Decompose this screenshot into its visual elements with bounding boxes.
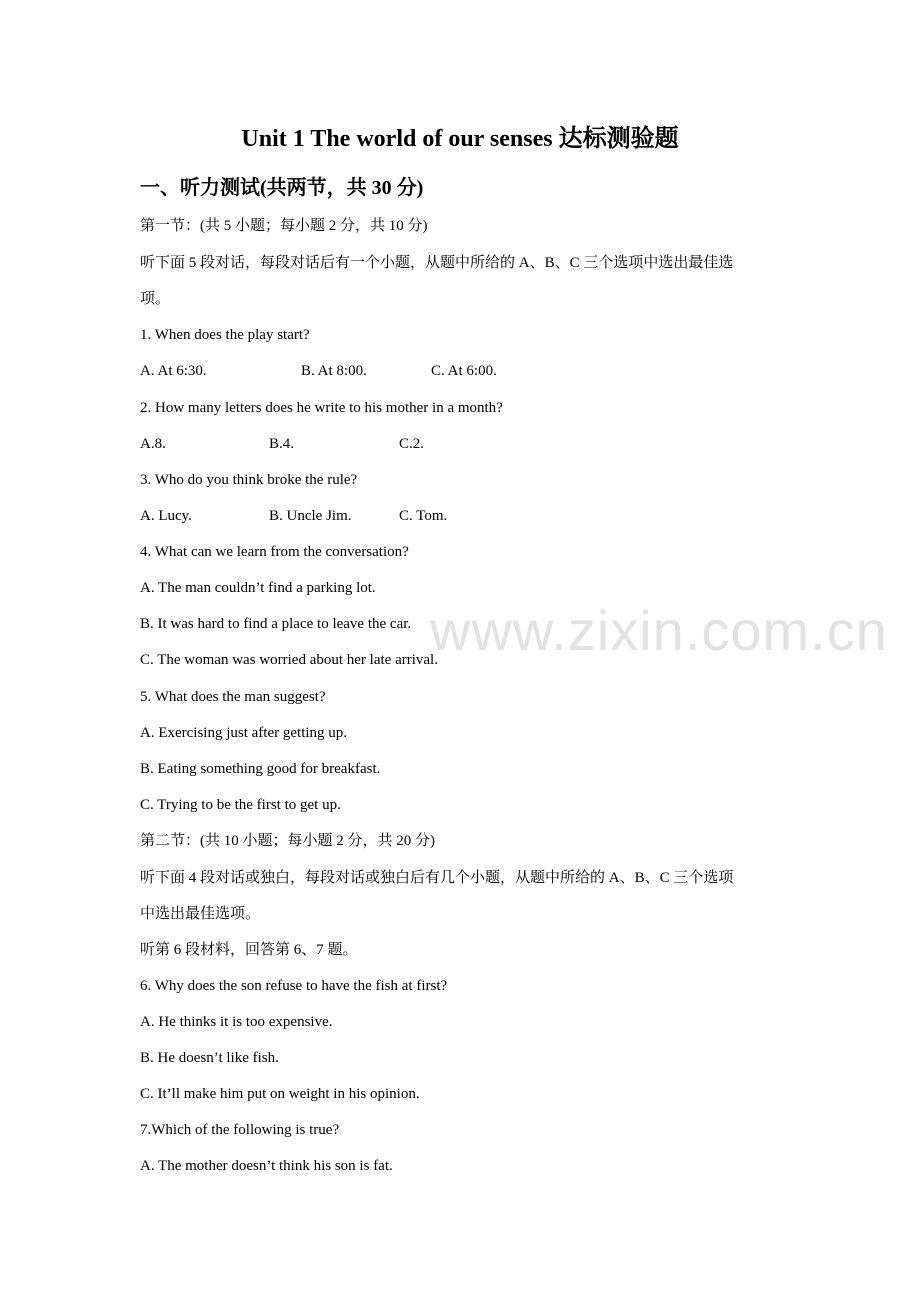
part1-instruction-line2: 项。 [140,291,171,307]
part2-instruction-line1: 听下面 4 段对话或独白，每段对话或独白后有几个小题，从题中所给的 A、B、C 三个选项 [140,870,734,886]
q2-options [140,434,780,454]
q2-option-c: C.2. [399,436,425,452]
q2-option-b: B.4. [269,436,295,452]
part2-material-note: 听第 6 段材料，回答第 6、7 题。 [140,942,358,958]
q4-option-a: A. The man couldn’t find a parking lot. [140,580,376,596]
q2-stem: 2. How many letters does he write to his mother in a month? [140,400,503,416]
section-heading: 一、听力测试(共两节，共 30 分) [140,177,424,199]
q6-option-a: A. He thinks it is too expensive. [140,1014,333,1030]
q1-option-c: C. At 6:00. [431,363,497,379]
part1-instruction-line1: 听下面 5 段对话，每段对话后有一个小题，从题中所给的 A、B、C 三个选项中选出最佳选 [140,255,734,271]
part2-instruction-line2: 中选出最佳选项。 [140,906,261,922]
q2-option-a: A.8. [140,436,166,452]
q4-option-c: C. The woman was worried about her late arrival. [140,652,438,668]
q7-stem: 7.Which of the following is true? [140,1122,340,1138]
q3-option-c: C. Tom. [399,508,448,524]
q5-option-c: C. Trying to be the first to get up. [140,797,341,813]
q1-option-b: B. At 8:00. [301,363,367,379]
q6-option-c: C. It’ll make him put on weight in his opinion. [140,1086,420,1102]
q4-stem: 4. What can we learn from the conversation? [140,544,409,560]
q1-option-a: A. At 6:30. [140,363,207,379]
q5-stem: 5. What does the man suggest? [140,689,326,705]
part2-heading: 第二节：(共 10 小题；每小题 2 分，共 20 分) [140,833,435,849]
q3-stem: 3. Who do you think broke the rule? [140,472,358,488]
q7-option-a: A. The mother doesn’t think his son is fat. [140,1158,393,1174]
watermark: www.zixin.com.cn [430,599,888,662]
q5-option-a: A. Exercising just after getting up. [140,725,348,741]
q3-options [140,506,780,526]
q3-option-a: A. Lucy. [140,508,192,524]
q1-stem: 1. When does the play start? [140,327,310,343]
q5-option-b: B. Eating something good for breakfast. [140,761,381,777]
q6-option-b: B. He doesn’t like fish. [140,1050,279,1066]
q4-option-b: B. It was hard to find a place to leave the car. [140,616,412,632]
document-title: Unit 1 The world of our senses 达标测验题 [241,126,679,152]
q3-option-b: B. Uncle Jim. [269,508,352,524]
part1-heading: 第一节：(共 5 小题；每小题 2 分，共 10 分) [140,218,428,234]
q6-stem: 6. Why does the son refuse to have the fish at first? [140,978,448,994]
q1-options [140,361,780,381]
